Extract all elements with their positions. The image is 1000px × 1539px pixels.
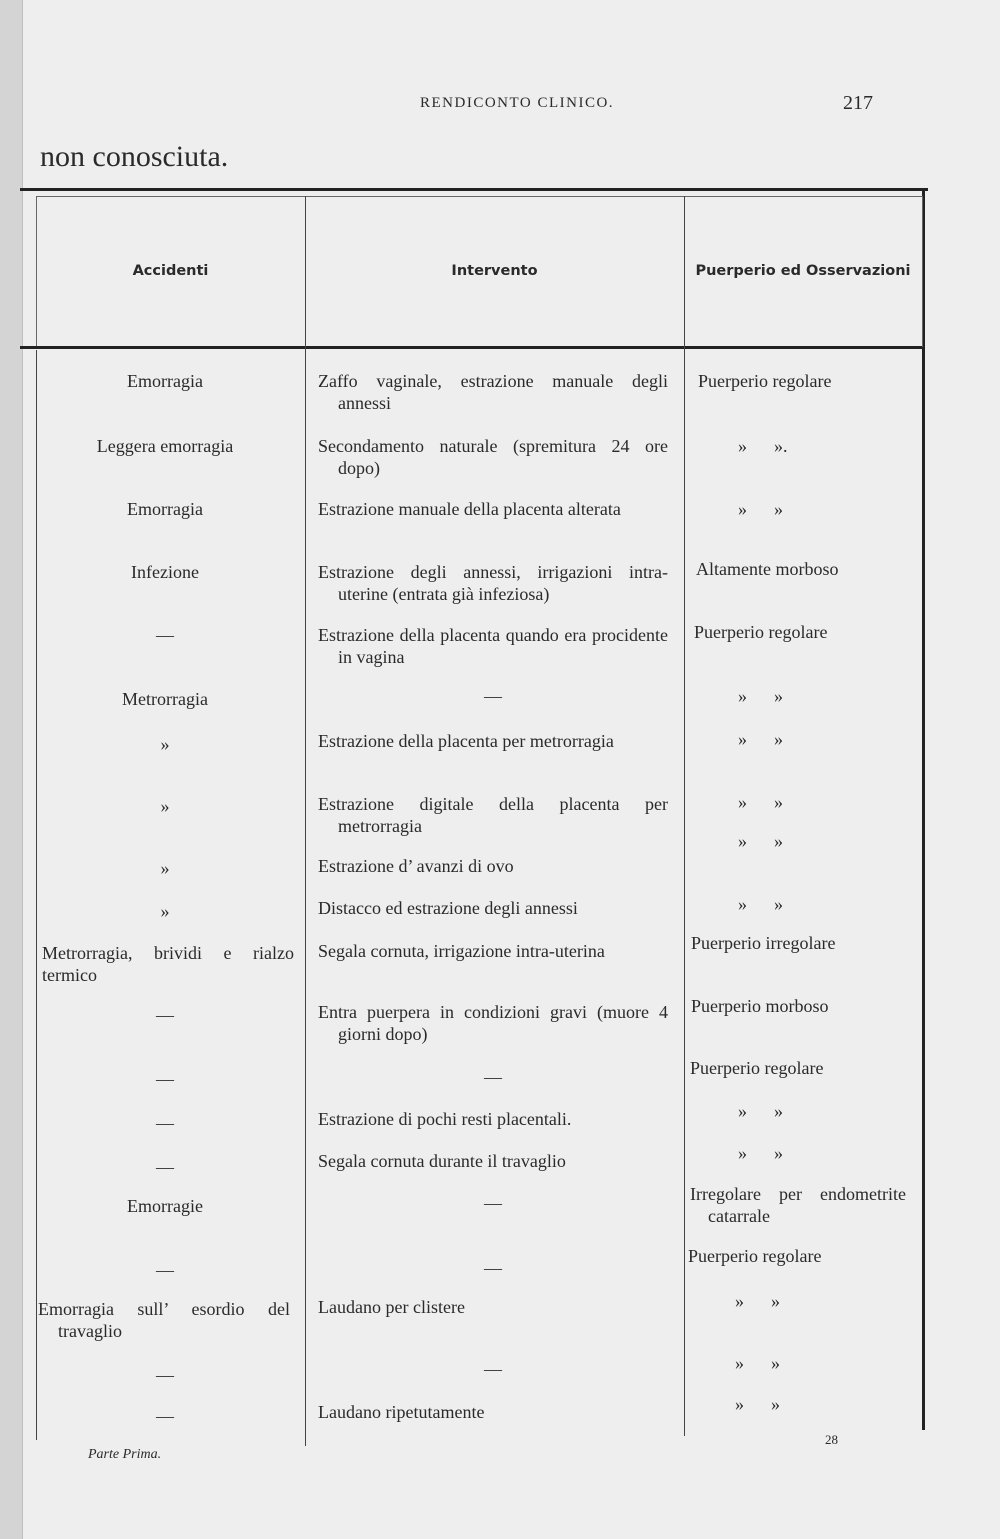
table-cell-intervento: — — [484, 1193, 502, 1213]
table-cell-intervento: — — [484, 1359, 502, 1379]
table-cell-accidenti: — — [156, 1260, 174, 1280]
table-cell-accidenti: Emorragia sull’ esordio del travaglio — [38, 1299, 290, 1341]
table-cell-puerperio: Puerperio regolare — [688, 1246, 822, 1266]
table-cell-intervento: — — [484, 686, 502, 706]
table-cell-intervento: Entra puerpera in condizioni gravi (muore 4 giorni dopo) — [318, 1002, 668, 1044]
table-cell-puerperio: Altamente morboso — [696, 559, 839, 579]
table-cell-puerperio: Puerperio regolare — [694, 622, 828, 642]
table-cell-puerperio: » » — [735, 1394, 780, 1414]
table-cell-puerperio: Puerperio regolare — [690, 1058, 824, 1078]
table-cell-accidenti: Infezione — [131, 562, 199, 582]
table-cell-accidenti: Emorragie — [127, 1196, 203, 1216]
table-cell-intervento: Estrazione d’ avanzi di ovo — [318, 856, 514, 876]
table-cell-intervento: Laudano per clistere — [318, 1297, 465, 1317]
table-cell-puerperio: » » — [738, 1143, 783, 1163]
table-cell-accidenti: — — [156, 1069, 174, 1089]
running-title: RENDICONTO CLINICO. — [420, 95, 615, 111]
table-cell-accidenti: » — [160, 734, 170, 754]
table-cell-puerperio: » » — [735, 1353, 780, 1373]
table-cell-puerperio: Puerperio regolare — [698, 371, 832, 391]
table-cell-accidenti: — — [156, 1113, 174, 1133]
table-cell-puerperio: » » — [738, 499, 783, 519]
column-header-intervento: Intervento — [451, 263, 538, 279]
table-cell-accidenti: » — [160, 858, 170, 878]
table-cell-intervento: Estrazione digitale della placenta per metrorragia — [318, 794, 668, 836]
table-cell-puerperio: Puerperio morboso — [691, 996, 829, 1016]
table-cell-intervento: Estrazione manuale della placenta alterata — [318, 499, 621, 519]
table-cell-accidenti: » — [160, 796, 170, 816]
table-cell-intervento: Estrazione della placenta quando era procidente in vagina — [318, 625, 668, 667]
page-number: 217 — [843, 92, 873, 114]
table-cell-accidenti: — — [156, 1005, 174, 1025]
column-divider-1 — [305, 196, 306, 1446]
table-cell-accidenti: — — [156, 1365, 174, 1385]
table-cell-intervento: Estrazione di pochi resti placentali. — [318, 1109, 572, 1129]
table-header-rule — [20, 346, 922, 349]
footer-section-label: Parte Prima. — [88, 1447, 162, 1462]
table-cell-intervento: — — [484, 1067, 502, 1087]
table-left-border — [36, 350, 37, 1440]
table-cell-intervento: — — [484, 1258, 502, 1278]
table-cell-intervento: Segala cornuta durante il travaglio — [318, 1151, 566, 1171]
table-cell-puerperio: » » — [738, 729, 783, 749]
table-cell-intervento: Zaffo vaginale, estrazione manuale degli annessi — [318, 371, 668, 413]
table-cell-accidenti: Emorragia — [127, 499, 203, 519]
table-cell-intervento: Segala cornuta, irrigazione intra-uterina — [318, 941, 605, 961]
table-cell-intervento: Distacco ed estrazione degli annessi — [318, 898, 578, 918]
table-cell-accidenti: Leggera emorragia — [96, 436, 234, 456]
table-cell-puerperio: » » — [735, 1291, 780, 1311]
table-cell-puerperio: » ». — [738, 436, 788, 456]
table-cell-puerperio: Puerperio irregolare — [691, 933, 836, 953]
table-cell-puerperio: Irregolare per endometrite catarrale — [690, 1184, 906, 1226]
table-cell-accidenti: — — [156, 1406, 174, 1426]
table-cell-puerperio: » » — [738, 894, 783, 914]
page-title: non conosciuta. — [40, 140, 229, 173]
table-cell-puerperio: » » — [738, 831, 783, 851]
table-cell-intervento: Secondamento naturale (spremitura 24 ore dopo) — [318, 436, 668, 478]
table-cell-intervento: Estrazione degli annessi, irrigazioni intra-uterine (entrata già infeziosa) — [318, 562, 668, 604]
table-cell-accidenti: — — [156, 1157, 174, 1177]
table-cell-accidenti: Metrorragia, brividi e rialzo termico — [42, 943, 294, 985]
table-cell-accidenti: Metrorragia — [122, 689, 208, 709]
table-cell-puerperio: » » — [738, 686, 783, 706]
page-binding-gutter — [0, 0, 23, 1539]
table-cell-accidenti: Emorragia — [127, 371, 203, 391]
table-cell-puerperio: » » — [738, 1101, 783, 1121]
table-cell-intervento: Estrazione della placenta per metrorragia — [318, 731, 614, 751]
column-header-accidenti: Accidenti — [132, 263, 209, 279]
table-cell-accidenti: — — [156, 625, 174, 645]
table-cell-intervento: Laudano ripetutamente — [318, 1402, 485, 1422]
column-divider-2 — [684, 196, 685, 1436]
table-cell-puerperio: » » — [738, 792, 783, 812]
table-cell-accidenti: » — [160, 901, 170, 921]
signature-mark: 28 — [825, 1432, 838, 1447]
table-top-rule — [20, 188, 928, 191]
column-header-puerperio: Puerperio ed Osservazioni — [695, 263, 911, 279]
